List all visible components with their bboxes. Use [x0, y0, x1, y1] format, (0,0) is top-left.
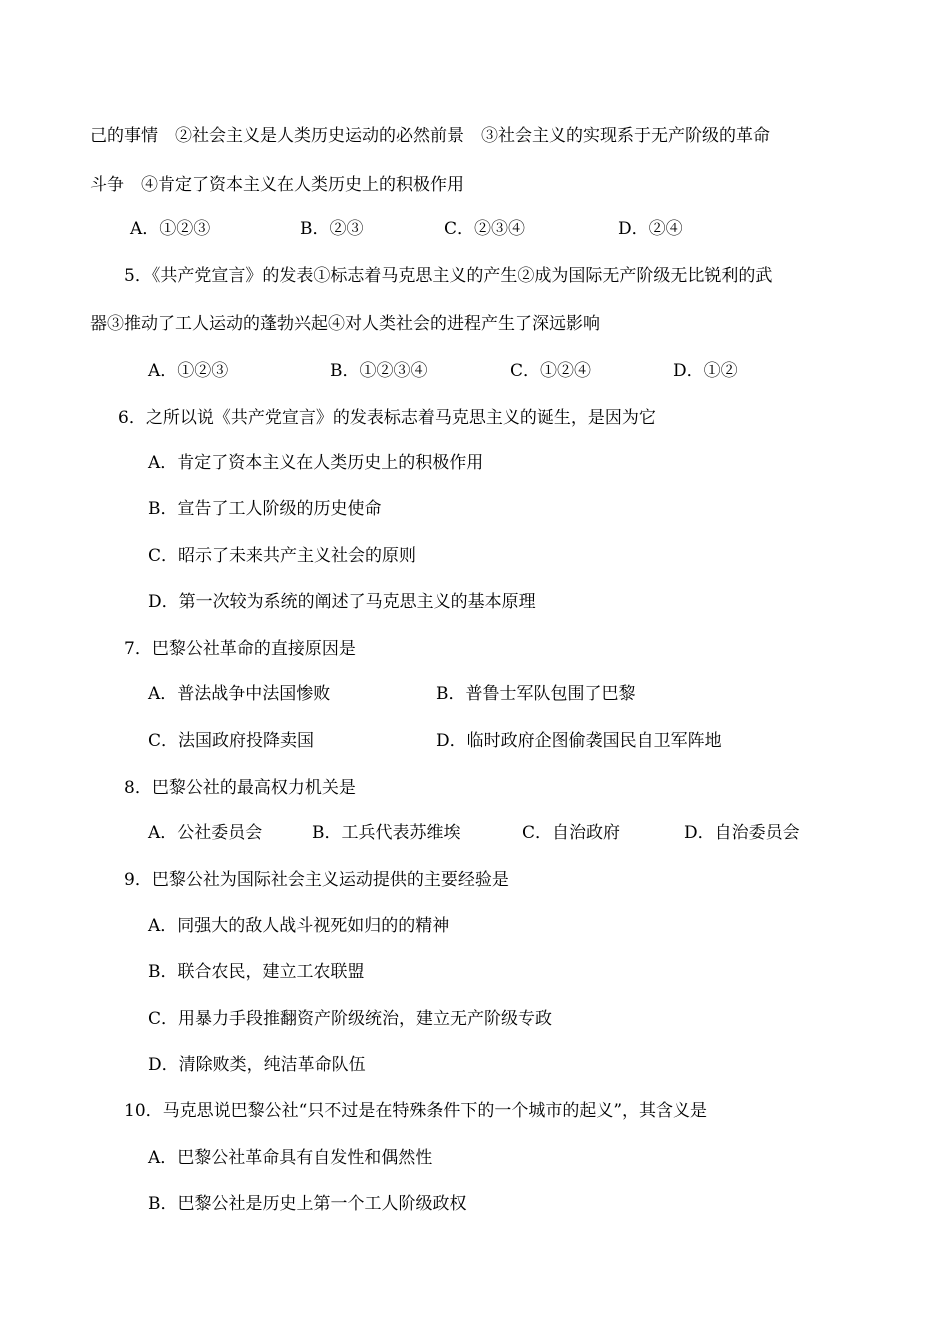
q4-option-d: D．②④ — [618, 219, 683, 239]
q6-option-a: A．肯定了资本主义在人类历史上的积极作用 — [148, 453, 484, 473]
q9-option-a: A．同强大的敌人战斗视死如归的的精神 — [148, 916, 450, 936]
q8-option-b: B．工兵代表苏维埃 — [312, 823, 461, 843]
q4-stem-line1: 己的事情 ②社会主义是人类历史运动的必然前景 ③社会主义的实现系于无产阶级的革命 — [90, 126, 770, 146]
q5-stem-line2: 器③推动了工人运动的蓬勃兴起④对人类社会的进程产生了深远影响 — [90, 314, 600, 334]
q4-option-c: C．②③④ — [444, 219, 526, 239]
q9-option-b: B．联合农民，建立工农联盟 — [148, 962, 365, 982]
q7-option-b: B．普鲁士军队包围了巴黎 — [436, 684, 636, 704]
q8-option-d: D．自治委员会 — [684, 823, 800, 843]
q9-option-d: D．清除败类，纯洁革命队伍 — [148, 1055, 366, 1075]
q6-option-b: B．宣告了工人阶级的历史使命 — [148, 499, 382, 519]
q4-option-a: A．①②③ — [130, 219, 211, 239]
q5-option-d: D．①② — [673, 361, 738, 381]
q6-option-d: D．第一次较为系统的阐述了马克思主义的基本原理 — [148, 592, 536, 612]
q7-option-d: D．临时政府企图偷袭国民自卫军阵地 — [436, 731, 722, 751]
q8-option-c: C．自治政府 — [522, 823, 621, 843]
q4-stem-line2: 斗争 ④肯定了资本主义在人类历史上的积极作用 — [90, 175, 464, 195]
q10-option-a: A．巴黎公社革命具有自发性和偶然性 — [148, 1148, 433, 1168]
q7-stem: 7．巴黎公社革命的直接原因是 — [124, 639, 356, 659]
q5-option-c: C．①②④ — [510, 361, 592, 381]
q7-option-a: A．普法战争中法国惨败 — [148, 684, 331, 704]
q5-option-b: B．①②③④ — [330, 361, 428, 381]
q9-option-c: C．用暴力手段推翻资产阶级统治，建立无产阶级专政 — [148, 1009, 553, 1029]
q4-option-b: B．②③ — [300, 219, 364, 239]
q7-option-c: C．法国政府投降卖国 — [148, 731, 315, 751]
q6-stem: 6．之所以说《共产党宣言》的发表标志着马克思主义的诞生，是因为它 — [118, 408, 656, 428]
q8-option-a: A．公社委员会 — [148, 823, 263, 843]
q9-stem: 9．巴黎公社为国际社会主义运动提供的主要经验是 — [124, 870, 509, 890]
q10-stem: 10．马克思说巴黎公社“只不过是在特殊条件下的一个城市的起义”，其含义是 — [124, 1101, 708, 1121]
q10-option-b: B．巴黎公社是历史上第一个工人阶级政权 — [148, 1194, 467, 1214]
q8-stem: 8．巴黎公社的最高权力机关是 — [124, 778, 356, 798]
q6-option-c: C．昭示了未来共产主义社会的原则 — [148, 546, 417, 566]
q5-option-a: A．①②③ — [148, 361, 229, 381]
q5-stem-line1: 5．《共产党宣言》的发表①标志着马克思主义的产生②成为国际无产阶级无比锐利的武 — [124, 266, 773, 286]
